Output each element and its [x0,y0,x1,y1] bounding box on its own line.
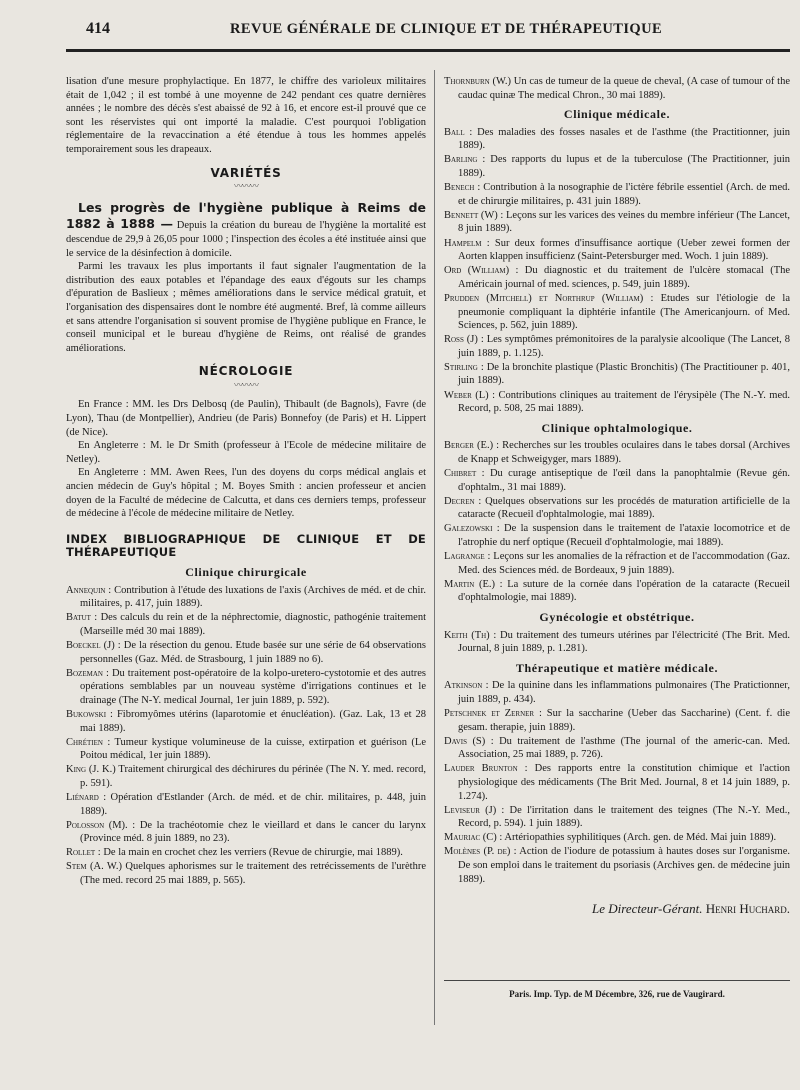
entry-text: Les symptômes prémonitoires de la paralysie alcoolique (The Lancet, 8 juin 1889, p. 1.125). [458,334,791,359]
bibliography-entry [444,550,790,577]
bibliography-entry [444,292,790,333]
entry-author: Hampelm : [444,237,490,249]
bibliography-entry [444,522,790,549]
entry-text: Sur deux formes d'insuffisance aortique (Ueber zewei formen der Aorten klappen insufficienz (Saint-Petersburger med. Woch. 1 juin 1889). [458,237,791,263]
entry-text: Traitement chirurgical des déchirures du périnée (The N. Y. med. record, p. 591). [80,764,427,789]
varietes-heading: VARIÉTÉS [210,165,282,180]
entry-author: Barling : [444,154,486,166]
bibliography-list [444,439,790,605]
bibliography-entry [444,237,790,264]
entry-text: Quelques observations sur les procédés de maturation artificielle de la cataracte (Recueil d'ophtalmologie, mai 1889). [458,495,790,521]
entry-author: Lagrange : [444,551,491,563]
bibliography-entry [444,629,790,656]
entry-author: Martin (E.) : [444,578,503,590]
article-paragraph: Depuis la création du bureau de l'hygiène la mortalité est descendue de 29,9 à 26,05 pour 1000 ; l'inspection des écoles a été instituée ainsi que le service de la désinfection à domicile. [66,220,426,259]
entry-author: Atkinson : [444,680,489,692]
entry-text: Des maladies des fosses nasales et de l'asthme (the Practitionner, juin 1889). [458,126,790,152]
bibliography-entry [444,181,790,208]
footer-rule [444,980,790,981]
right-column [444,75,790,916]
bibliography-list [444,126,790,416]
entry-author: Keith (Th) : [444,629,497,641]
bibliography-entry [66,791,426,818]
entry-author: Polosson (M). : [66,819,136,831]
entry-author: Liénard : [66,792,107,803]
section-heading-chirurgicale: Clinique chirurgicale [185,565,307,579]
entry-text: Du traitement de l'asthme (The journal of the americ-can. Med. Association, 25 mai 1889, p. 726). [458,735,791,761]
printer-imprint: Paris. Imp. Typ. de M Décembre, 326, rue de Vaugirard. [509,989,725,999]
running-title: REVUE GÉNÉRALE DE CLINIQUE ET DE THÉRAPEUTIQUE [230,21,663,37]
bibliography-entry [66,639,426,666]
entry-text: Recherches sur les troubles oculaires dans le tabes dorsal (Archives de Knapp et Schweigyger, mars 1889). [458,440,791,465]
bibliography-entry [66,708,426,735]
index-heading: INDEX BIBLIOGRAPHIQUE DE CLINIQUE ET DE THÉRAPEUTIQUE [66,531,426,560]
page-number: 414 [86,20,110,37]
bibliography-entry [444,735,790,762]
entry-text: Des rapports du lupus et de la tuberculose (The Practitionner, juin 1889). [458,154,790,180]
entry-author: Thornburn (W.) [444,76,512,87]
entry-text: Contribution à la nosographie de l'ictère fébrile essentiel (Arch. de med. et de chirurgie militaires, p. 431 juin 1889). [458,182,790,207]
bibliography-entry [66,860,426,887]
section-heading-gynecologie: Gynécologie et obstétrique. [539,609,695,624]
section-heading-ophtalmologique: Clinique ophtalmologique. [541,420,693,435]
bibliography-entry [66,763,426,790]
bibliography-entry [444,707,790,734]
entry-author: Weber (L) : [444,389,496,401]
entry-author: Ball : [444,126,473,138]
bibliography-entry [444,467,790,494]
entry-author: Galezowski : [444,523,500,535]
entry-author: Prudden (Mitchell) et Northrup (William) : [444,292,654,304]
entry-author: Bennett (W) : [444,209,504,221]
entry-text: Un cas de tumeur de la queue de cheval, (A case of tumour of the caudac quinæ The medical Chron., 30 mai 1889). [458,76,791,101]
entry-author: Boeckel (J) : [66,639,121,651]
entry-text: De la suspension dans le traitement de l'ataxie locomotrice et de l'atrophie du nerf optique (Recueil d'ophtalmologie, mai 1889). [458,523,791,548]
entry-author: Berger (E.) : [444,440,500,452]
entry-author: Decren : [444,495,482,507]
necrologie-heading: NÉCROLOGIE [198,364,294,379]
section-heading-therapeutique: Thérapeutique et matière médicale. [515,660,719,675]
bibliography-list [66,584,426,888]
ornament-divider: 〰〰〰 [233,379,258,390]
header-rule [66,49,790,52]
entry-text: Du traitement des tumeurs utérines par l'électricité (The Brit. Med. Journal, 8 juin 1889, p. 1.281). [458,629,790,655]
bibliography-entry [444,762,790,803]
entry-author: Bozeman : [66,667,109,679]
necrology-paragraph: En France : MM. les Drs Delbosq (de Paulin), Thibault (de Bagnols), Favre (de Lyon), Thau (de Montpellier), Andrieu (de Paris) Bonnefoy (de Paris) et H. Lippert (de Nice). [66,399,426,438]
bibliography-entry [66,736,426,763]
bibliography-entry [444,439,790,466]
entry-author: Stirling : [444,361,484,373]
entry-author: Bukowski : [66,708,113,720]
bibliography-entry [444,361,790,388]
entry-text: De la trachéotomie chez le vieillard et dans le cancer du larynx (Province méd. 8 juin 1889, no 23). [80,819,426,845]
bibliography-entry [66,846,426,860]
entry-text: Sur la saccharine (Ueber das Saccharine) (Cent. f. die gesam. therapie, juin 1889). [458,708,790,733]
entry-text: De l'irritation dans le traitement des teignes (The N.-Y. Med., Record, p. 594). 1 juin 1889). [458,804,791,830]
bibliography-entry [66,611,426,638]
entry-author: Leviseur (J) : [444,804,505,816]
entry-author: Annequin : [66,584,112,596]
entry-author: Petschnek et Zerner : [444,708,542,720]
bibliography-entry [444,679,790,706]
entry-text: Des calculs du rein et de la néphrectomie, diagnostic, pathogénie traitement (Marseille méd 30 mai 1889). [80,612,426,637]
entry-author: Mauriac (C) : [444,832,503,844]
entry-author: Ord (William) : [444,265,519,277]
page-header [60,18,790,46]
entry-author: Benech : [444,182,481,194]
bibliography-entry [444,264,790,291]
entry-author: King (J. K.) [66,764,116,776]
bibliography-list [444,629,790,656]
bibliography-entry [444,333,790,360]
editor-label: Le Directeur-Gérant. [592,901,703,917]
entry-text: De la bronchite plastique (Plastic Bronchitis) (The Practitiouner p. 401, juin 1889). [458,361,790,387]
intro-paragraph: lisation d'une mesure prophylactique. En 1877, le chiffre des varioleux militaires était de 1,042 ; il est tombé à une moyenne de 242 pendant ces quatre dernières années ; le nombre des décès s'est abaissé de 92 à 16, et encore est-il prouvé que ce sont les réservistes qui ont importé la maladie. C'est pourquoi l'obligation réglementaire de la revaccination a été étendue à tous les hommes appelés temporairement sous les drapeaux. [66,76,426,155]
bibliography-entry [444,126,790,153]
bibliography-list [444,679,790,886]
entry-text: Action de l'iodure de potassium à hautes doses sur l'organisme. De son emploi dans le traitement du psoriasis (Archives gen. de médecine juin 1889). [458,846,790,885]
entry-text: Des rapports entre la constitution chimique et l'action physiologique des médicaments (The Brit Med. Journal, 8 et 14 juin 1889, p. 1.274). [458,763,791,802]
bibliography-entry [444,209,790,236]
entry-text: La suture de la cornée dans l'opération de la cataracte (Recueil d'ophtalmologie, mai 1889). [458,578,790,604]
entry-author: Batut : [66,612,98,624]
bibliography-entry [66,584,426,611]
bibliography-entry [444,578,790,605]
editor-name: Henri Huchard. [705,901,790,917]
ornament-divider: 〰〰〰 [233,181,258,192]
bibliography-entry [444,845,790,886]
entry-text: Leçons sur les anomalies de la réfraction et de l'accommodation (Gaz. Med. des Sciences méd. de Bordeaux, 9 juin 1889). [458,551,790,576]
section-heading-medicale: Clinique médicale. [563,107,671,122]
entry-author: Stem (A. W.) [66,861,122,873]
entry-text: De la résection du genou. Etude basée sur une série de 64 observations personnelles (Gaz. Méd. de Strasbourg, 1 juin 1889 no 6). [80,639,427,665]
entry-text: Contribution à l'étude des luxations de l'axis (Archives de méd. et de chir. militaires, p. 417, juin 1889). [80,584,426,610]
entry-author: Ross (J) : [444,334,484,346]
entry-text: De la main en crochet chez les verriers (Revue de chirurgie, mai 1889). [103,847,403,859]
editor-signature [444,902,790,916]
entry-text: Contributions cliniques au traitement de l'érysipèle (The N.-Y. med. Record, p. 508, 25 mai 1889). [458,389,791,415]
necrology-paragraph: En Angleterre : M. le Dr Smith (professeur à l'Ecole de médecine militaire de Netley). [66,440,426,465]
entry-text: De la quinine dans les inflammations pulmonaires (The Pratictionner, juin 1889, p. 434). [458,680,790,705]
entry-author: Chibret : [444,468,485,480]
entry-text: Tumeur kystique volumineuse de la cuisse, extirpation et guérison (Le Poitou médical, 1er juin 1889). [80,736,426,762]
article-paragraph: Parmi les travaux les plus importants il faut signaler l'augmentation de la distribution des eaux potables et l'épandage des eaux d'égouts sur les champs d'épuration de Baslieux ; mêmes améliorations dans le service médical gratuit, et l'organisation des dispensaires dont le nombre été augmenté. Bref, là comme ailleurs et sans attendre l'organisation si souvent promise de l'hygiène publique en France, le conseil municipal et le bureau d'hygiène de Reims, ont réalisé de grandes améliorations. [66,261,426,354]
entry-author: Chrétien : [66,736,111,748]
bibliography-entry [66,667,426,708]
entry-text: Etudes sur l'étiologie de la pneumonie compliquant la diphtérie infantile (The Americanjourn. of Med. Sciences, p. 562, juin 1889). [458,292,790,332]
entry-author: Molènes (P. de) : [444,846,517,858]
entry-text: Du traitement post-opératoire de la kolpo-uretero-cystotomie et des autres opérations semblables par un nouveau système d'irrigations continues et le drainage (The N-Y. medical Journal, 1er juin 1889, p. 592). [80,667,426,706]
column-divider [434,70,435,1025]
necrology-paragraph: En Angleterre : MM. Awen Rees, l'un des doyens du corps médical anglais et ancien médecin de Guy's hôpital ; M. Boyes Smith : ancien professeur et ancien doyen de la Faculté de médecine de Calcutta, et dans ces derniers temps, professeur de médecine à l'école de médecine militaire de Netley. [66,467,426,520]
entry-text: Quelques aphorismes sur le traitement des retrécissements de l'urèthre (The med. record 25 mai 1889, p. 565). [80,861,427,887]
entry-text: Leçons sur les varices des veines du membre inférieur (The Lancet, 8 juin 1889). [458,209,790,235]
entry-text: Opération d'Estlander (Arch. de méd. et de chir. militaires, p. 448, juin 1889). [80,792,426,817]
entry-author: Rollet : [66,847,101,859]
entry-author: Lauder Brunton : [444,763,528,775]
bibliography-entry [66,819,426,846]
bibliography-entry [444,153,790,180]
bibliography-entry [444,495,790,522]
entry-text: Artériopathies syphilitiques (Arch. gen. de Méd. Mai juin 1889). [504,832,777,844]
article-title: Les progrès de l'hygiène publique à Reims de 1882 à 1888 — [66,199,426,232]
bibliography-entry [444,804,790,831]
bibliography-entry [444,75,790,102]
entry-text: Du diagnostic et du traitement de l'ulcère stomacal (The Américain journal of med. sciences, p. 549, juin 1889). [458,265,791,290]
bibliography-entry [444,831,790,845]
entry-text: Fibromyômes utérins (laparotomie et énucléation). (Gaz. Lak, 13 et 28 mai 1889). [80,708,426,734]
entry-text: Du curage antiseptique de l'œil dans la panophtalmie (Revue gén. d'ophtalm., 31 mai 1889). [458,468,791,493]
left-column [66,75,426,888]
entry-author: Davis (S) : [444,735,494,747]
bibliography-entry [444,389,790,416]
